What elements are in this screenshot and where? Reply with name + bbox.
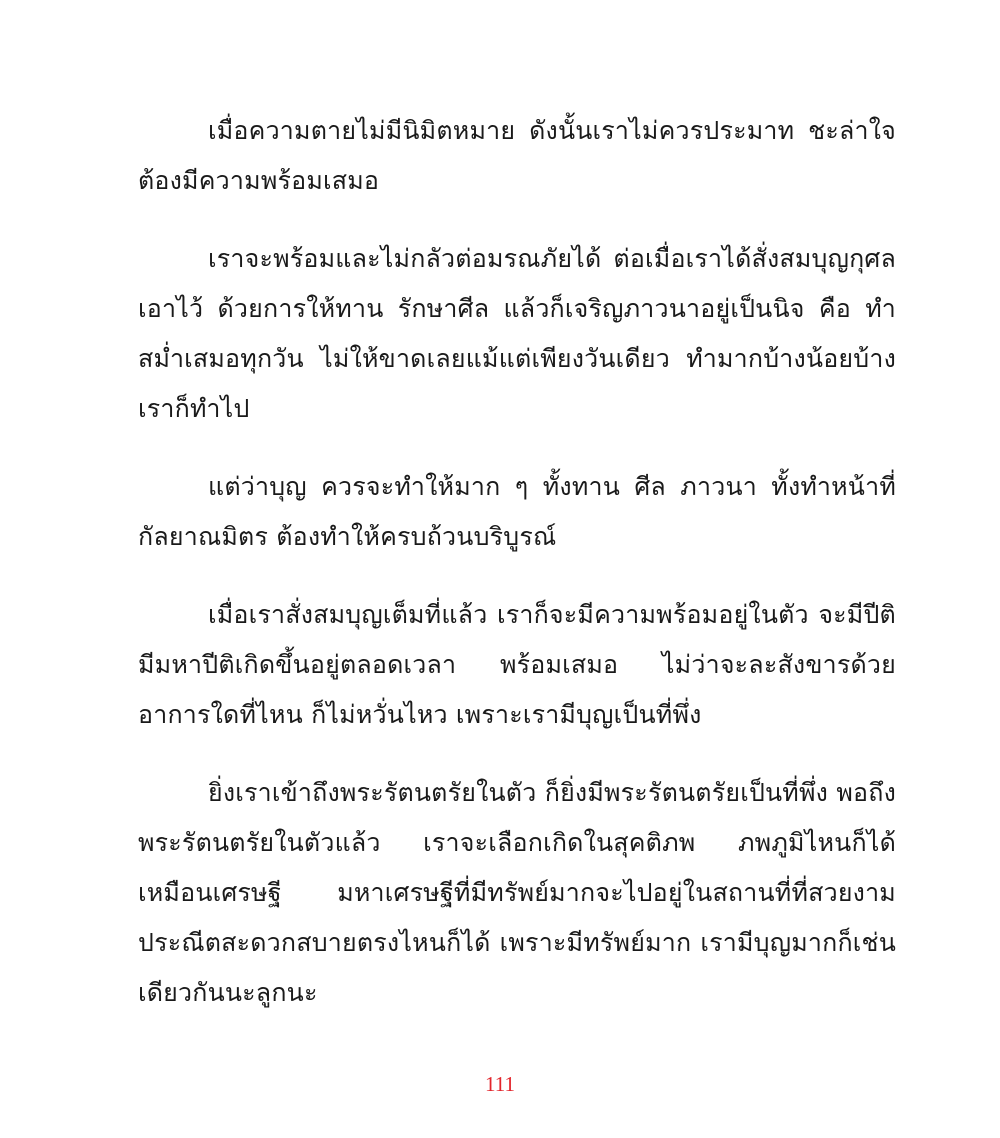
paragraph-5: ยิ่งเราเข้าถึงพระรัตนตรัยในตัว ก็ยิ่งมีพระรัตนตรัยเป็นที่พึ่ง พอถึงพระรัตนตรัยในตัวแล้ว เราจะเลือกเกิดในสุคติภพ ภพภูมิไหนก็ได้ เหมือนเศรษฐี มหาเศรษฐีที่มีทรัพย์มากจะไปอยู่ในสถานที่ที่สวยงามประณีตสะดวกสบายตรงไหนก็ได้ เพราะมีทรัพย์มาก เรามีบุญมากก็เช่นเดียวกันนะลูกนะ [138,778,896,1007]
page-body [138,106,896,1046]
paragraph-2: เราจะพร้อมและไม่กลัวต่อมรณภัยได้ ต่อเมื่อเราได้สั่งสมบุญกุศลเอาไว้ ด้วยการให้ทาน รักษาศีล แล้วก็เจริญภาวนาอยู่เป็นนิจ คือ ทำสม่ำเสมอทุกวัน ไม่ให้ขาดเลยแม้แต่เพียงวันเดียว ทำมากบ้างน้อยบ้าง เราก็ทำไป [138,244,896,423]
page-number: 111 [485,1072,515,1096]
paragraph-4: เมื่อเราสั่งสมบุญเต็มที่แล้ว เราก็จะมีความพร้อมอยู่ในตัว จะมีปีติมีมหาปีติเกิดขึ้นอยู่ตลอดเวลา พร้อมเสมอ ไม่ว่าจะละสังขารด้วยอาการใดที่ไหน ก็ไม่หวั่นไหว เพราะเรามีบุญเป็นที่พึ่ง [138,600,896,729]
paragraph-3: แต่ว่าบุญ ควรจะทำให้มาก ๆ ทั้งทาน ศีล ภาวนา ทั้งทำหน้าที่กัลยาณมิตร ต้องทำให้ครบถ้วนบริบูรณ์ [138,472,896,551]
paragraph-1: เมื่อความตายไม่มีนิมิตหมาย ดังนั้นเราไม่ควรประมาท ชะล่าใจ ต้องมีความพร้อมเสมอ [138,116,896,195]
